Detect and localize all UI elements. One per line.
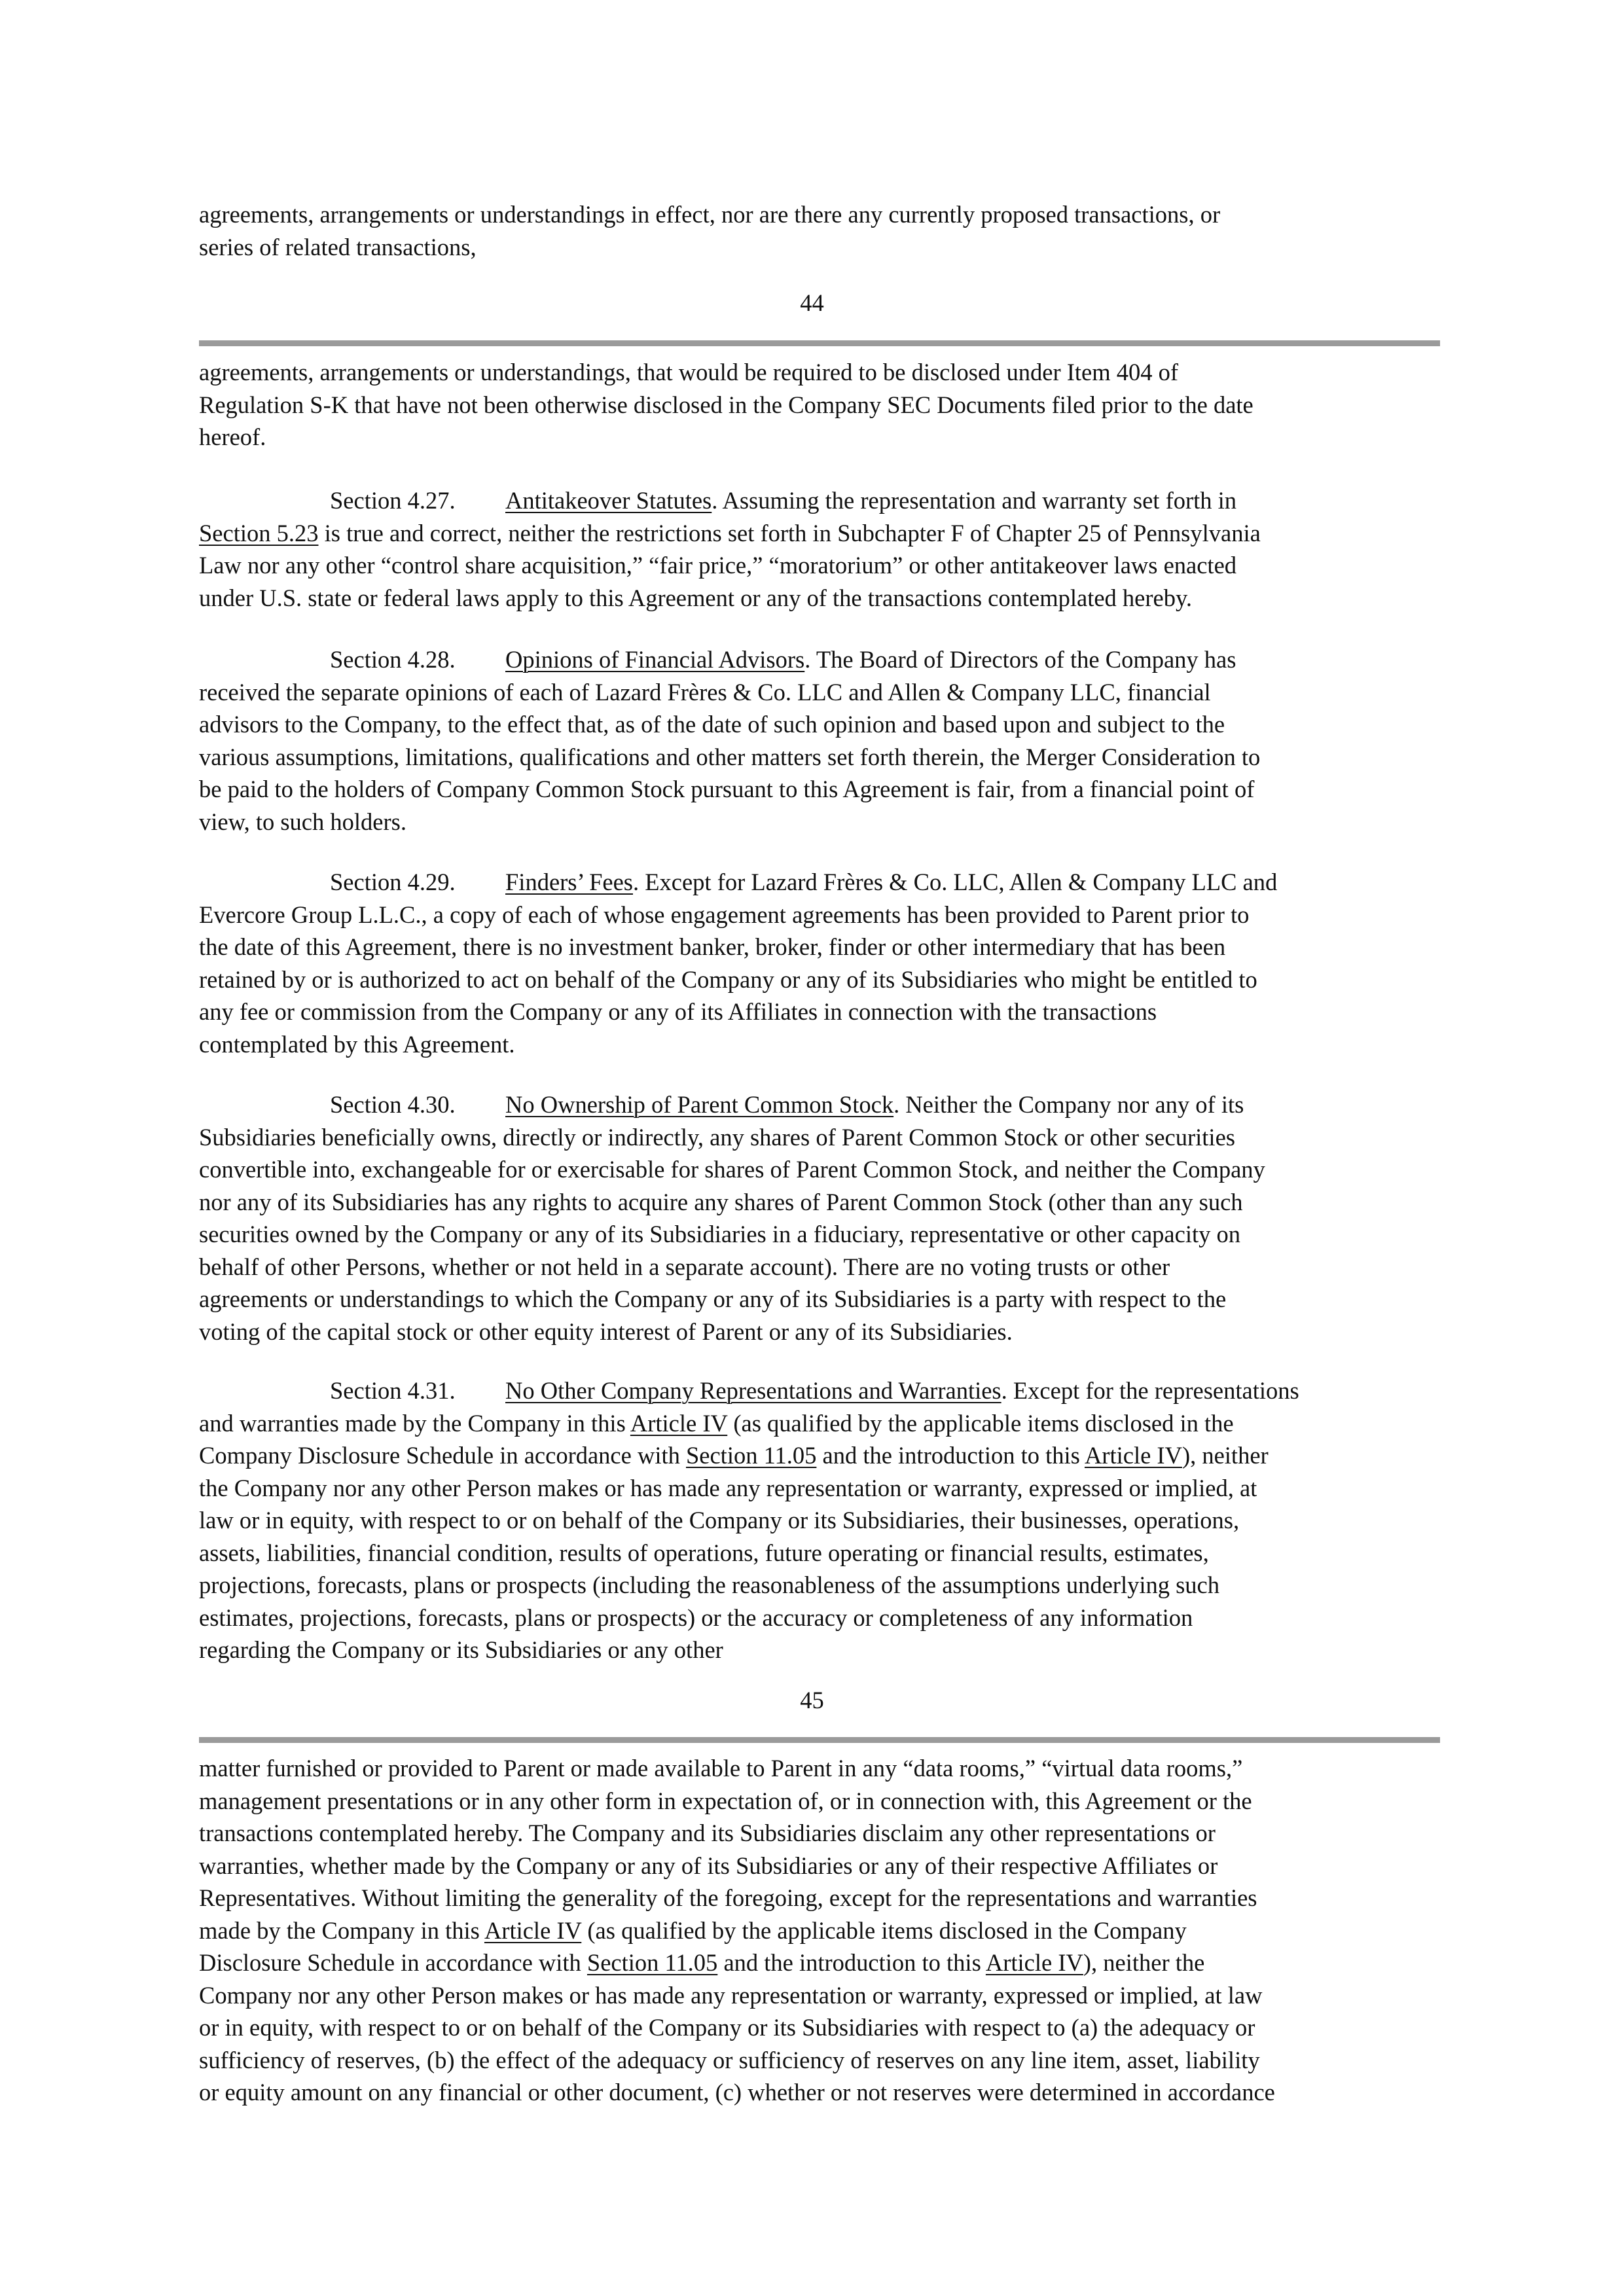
text-line: voting of the capital stock or other equity interest of Parent or any of its Subsidiaries. bbox=[199, 1318, 1013, 1345]
page-break-rule bbox=[199, 340, 1440, 346]
text-line: Representatives. Without limiting the generality of the foregoing, except for the representations and warranties bbox=[199, 1884, 1257, 1911]
text-line: management presentations or in any other form in expectation of, or in connection with, this Agreement or the bbox=[199, 1787, 1252, 1814]
text-line: made by the Company in this Article IV (as qualified by the applicable items disclosed in the Company bbox=[199, 1916, 1187, 1944]
text-line: projections, forecasts, plans or prospects (including the reasonableness of the assumptions underlying such bbox=[199, 1571, 1220, 1598]
section-title: No Other Company Representations and Warranties bbox=[505, 1377, 1001, 1404]
text-line: convertible into, exchangeable for or exercisable for shares of Parent Common Stock, and neither the Company bbox=[199, 1156, 1265, 1183]
page-number: 44 bbox=[800, 289, 824, 316]
section-4-29 bbox=[199, 866, 1440, 1060]
text-line: retained by or is authorized to act on behalf of the Company or any of its Subsidiaries who might be entitled to bbox=[199, 965, 1257, 993]
text-line: hereof. bbox=[199, 423, 266, 450]
text-line: regarding the Company or its Subsidiaries or any other bbox=[199, 1636, 723, 1663]
cross-reference-link[interactable]: Article IV bbox=[1084, 1442, 1182, 1469]
section-number: Section 4.31. bbox=[330, 1377, 456, 1404]
paragraph-continuation bbox=[199, 356, 1440, 454]
text-line: received the separate opinions of each of Lazard Frères & Co. LLC and Allen & Company LLC, financial bbox=[199, 678, 1211, 706]
text-line: Section 4.31. No Other Company Representations and Warranties. Except for the representations bbox=[199, 1374, 1440, 1407]
text-line: transactions contemplated hereby. The Company and its Subsidiaries disclaim any other representations or bbox=[199, 1820, 1216, 1846]
text-line: advisors to the Company, to the effect that, as of the date of such opinion and based upon and subject to the bbox=[199, 711, 1225, 738]
section-number: Section 4.30. bbox=[330, 1091, 456, 1118]
text-line: view, to such holders. bbox=[199, 808, 406, 835]
paragraph-top-fragment bbox=[199, 198, 1440, 263]
text-line: behalf of other Persons, whether or not held in a separate account). There are no voting trusts or other bbox=[199, 1253, 1170, 1280]
cross-reference-link[interactable]: Article IV bbox=[630, 1409, 728, 1437]
text-line: Section 4.29. Finders’ Fees. Except for Lazard Frères & Co. LLC, Allen & Company LLC and bbox=[199, 866, 1440, 899]
paragraph-continuation bbox=[199, 1752, 1440, 2109]
text-line: matter furnished or provided to Parent or made available to Parent in any “data rooms,” “virtual data rooms,” bbox=[199, 1755, 1243, 1782]
text-line: warranties, whether made by the Company or any of its Subsidiaries or any of their respective Affiliates or bbox=[199, 1852, 1218, 1879]
text-line: and warranties made by the Company in this Article IV (as qualified by the applicable items disclosed in the bbox=[199, 1409, 1234, 1437]
text-line: Evercore Group L.L.C., a copy of each of whose engagement agreements has been provided to Parent prior to bbox=[199, 901, 1250, 928]
text-line: various assumptions, limitations, qualifications and other matters set forth therein, the Merger Consideration to bbox=[199, 743, 1261, 770]
section-title: Finders’ Fees bbox=[505, 869, 633, 895]
text-line: or in equity, with respect to or on behalf of the Company or its Subsidiaries with respect to (a) the adequacy or bbox=[199, 2014, 1255, 2041]
text-line: any fee or commission from the Company or any of its Affiliates in connection with the transactions bbox=[199, 998, 1157, 1025]
text-line: nor any of its Subsidiaries has any rights to acquire any shares of Parent Common Stock (other than any such bbox=[199, 1188, 1243, 1215]
text-line: Company Disclosure Schedule in accordance with Section 11.05 and the introduction to this Article IV), neither bbox=[199, 1442, 1269, 1469]
text-line: the date of this Agreement, there is no investment banker, broker, finder or other intermediary that has been bbox=[199, 933, 1226, 960]
text-line: agreements, arrangements or understandings, that would be required to be disclosed under Item 404 of bbox=[199, 359, 1179, 386]
section-number: Section 4.28. bbox=[330, 646, 456, 673]
page-break-rule bbox=[199, 1737, 1440, 1743]
text-line: Section 4.30. No Ownership of Parent Common Stock. Neither the Company nor any of its bbox=[199, 1088, 1440, 1121]
text-line: or equity amount on any financial or other document, (c) whether or not reserves were determined in accordance bbox=[199, 2079, 1275, 2106]
section-4-31 bbox=[199, 1374, 1440, 1666]
text-line: the Company nor any other Person makes or has made any representation or warranty, expressed or implied, at bbox=[199, 1474, 1257, 1501]
page-number: 45 bbox=[800, 1687, 824, 1713]
text-line: assets, liabilities, financial condition, results of operations, future operating or financial results, estimates, bbox=[199, 1539, 1209, 1566]
text-line: Section 4.27. Antitakeover Statutes. Assuming the representation and warranty set forth in bbox=[199, 484, 1440, 517]
text-line: Section 5.23 is true and correct, neither the restrictions set forth in Subchapter F of Chapter 25 of Pennsylvania bbox=[199, 519, 1261, 547]
text-line: law or in equity, with respect to or on behalf of the Company or its Subsidiaries, their businesses, operations, bbox=[199, 1507, 1240, 1534]
text-line: estimates, projections, forecasts, plans or prospects) or the accuracy or completeness of any information bbox=[199, 1604, 1193, 1631]
text-line: Subsidiaries beneficially owns, directly or indirectly, any shares of Parent Common Stock or other securities bbox=[199, 1123, 1235, 1151]
text-line: Law nor any other “control share acquisition,” “fair price,” “moratorium” or other antitakeover laws enacted bbox=[199, 552, 1237, 579]
cross-reference-link[interactable]: Section 5.23 bbox=[199, 519, 319, 547]
text-line: under U.S. state or federal laws apply to this Agreement or any of the transactions contemplated hereby. bbox=[199, 584, 1192, 611]
text-line: securities owned by the Company or any of its Subsidiaries in a fiduciary, representative or other capacity on bbox=[199, 1221, 1240, 1247]
cross-reference-link[interactable]: Section 11.05 bbox=[685, 1442, 817, 1469]
section-4-27 bbox=[199, 484, 1440, 614]
section-title: Opinions of Financial Advisors bbox=[505, 646, 805, 673]
text-line: Regulation S-K that have not been otherwise disclosed in the Company SEC Documents filed prior to the date bbox=[199, 391, 1254, 418]
text-line: Disclosure Schedule in accordance with Section 11.05 and the introduction to this Article IV), neither the bbox=[199, 1949, 1205, 1976]
section-4-30 bbox=[199, 1088, 1440, 1348]
section-title: No Ownership of Parent Common Stock bbox=[505, 1091, 894, 1118]
section-title: Antitakeover Statutes bbox=[505, 487, 712, 514]
text-line: sufficiency of reserves, (b) the effect of the adequacy or sufficiency of reserves on any line item, asset, liability bbox=[199, 2046, 1260, 2073]
text-line: Section 4.28. Opinions of Financial Advisors. The Board of Directors of the Company has bbox=[199, 643, 1440, 676]
cross-reference-link[interactable]: Section 11.05 bbox=[586, 1949, 718, 1976]
text-line: contemplated by this Agreement. bbox=[199, 1030, 515, 1058]
text-line: agreements, arrangements or understandings in effect, nor are there any currently proposed transactions, or bbox=[199, 201, 1221, 228]
text-line: series of related transactions, bbox=[199, 233, 477, 260]
section-number: Section 4.27. bbox=[330, 487, 456, 514]
cross-reference-link[interactable]: Article IV bbox=[985, 1949, 1083, 1976]
section-4-28 bbox=[199, 643, 1440, 838]
section-number: Section 4.29. bbox=[330, 869, 456, 895]
text-line: be paid to the holders of Company Common Stock pursuant to this Agreement is fair, from a financial point of bbox=[199, 776, 1255, 802]
text-line: agreements or understandings to which the Company or any of its Subsidiaries is a party with respect to the bbox=[199, 1285, 1227, 1312]
text-line: Company nor any other Person makes or has made any representation or warranty, expressed or implied, at law bbox=[199, 1981, 1263, 2009]
cross-reference-link[interactable]: Article IV bbox=[484, 1916, 582, 1944]
